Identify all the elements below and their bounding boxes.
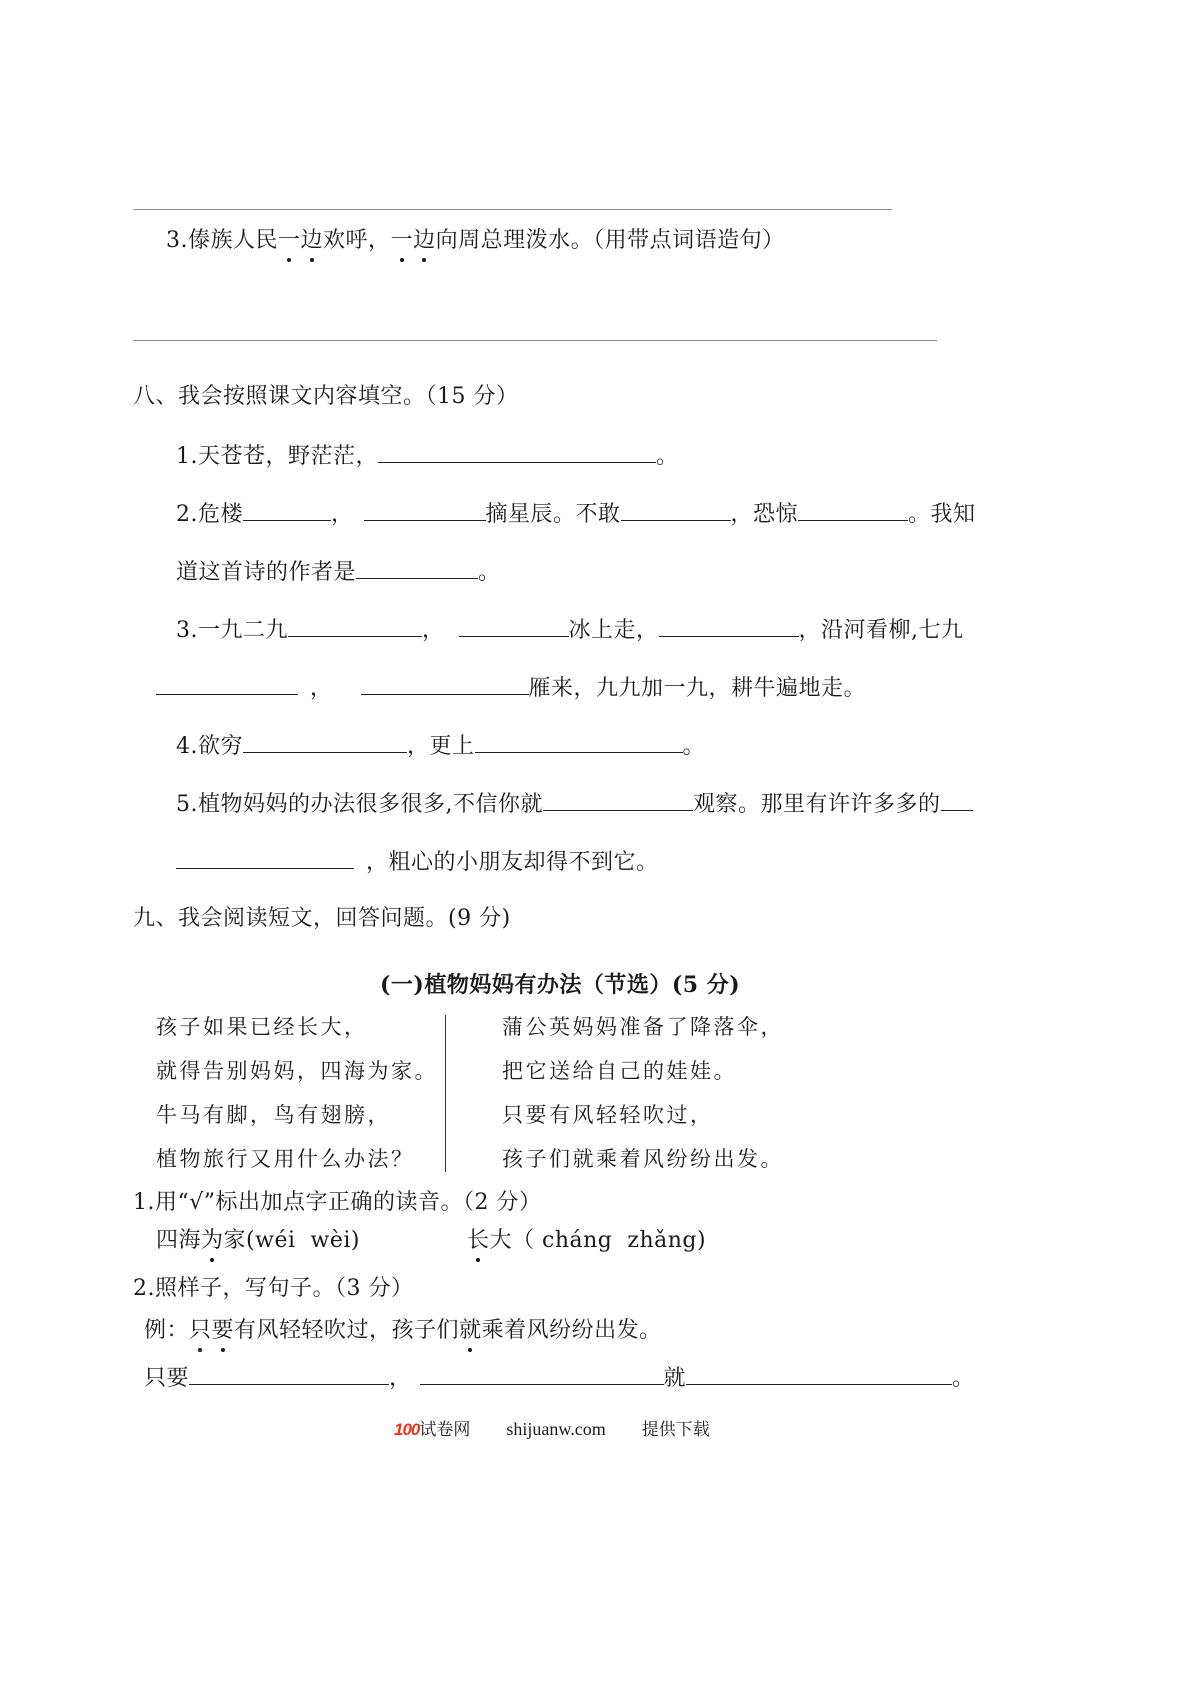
blank-field[interactable] (156, 672, 298, 695)
blank-field[interactable] (176, 846, 354, 869)
text: 。 (656, 444, 679, 469)
text: ，粗心的小朋友却得不到它。 (366, 850, 659, 875)
question-9-2: 2.照样子，写句子。（3 分） (133, 1276, 414, 1301)
blank-field[interactable] (621, 498, 731, 521)
text: 4.欲穷 (176, 734, 243, 759)
text: ，更上 (407, 734, 475, 759)
pinyin-option-2 (467, 1226, 706, 1256)
site-name: 试卷网 (419, 1420, 471, 1440)
text: ， (422, 618, 445, 643)
text: 雁来，九九加一九，耕牛遍地走。 (528, 676, 867, 701)
logo-icon: 100 (394, 1420, 420, 1439)
text: 5.植物妈妈的办法很多很多,不信你就 (176, 792, 543, 817)
blank-field[interactable] (686, 1362, 952, 1385)
dotted-char: 为 (201, 1226, 224, 1256)
blank-field[interactable] (543, 788, 693, 811)
dotted-char: 只 (189, 1316, 212, 1346)
dotted-char: 就 (459, 1316, 482, 1346)
question-9-1: 1.用“√”标出加点字正确的读音。（2 分） (133, 1190, 542, 1215)
poem-divider (445, 1015, 446, 1172)
text: 1.天苍苍，野茫茫， (176, 444, 378, 469)
dotted-char: 要 (212, 1316, 235, 1346)
text: 2.危楼 (176, 502, 243, 527)
dotted-char: 边 (413, 226, 436, 256)
poem-line: 只要有风轻轻吹过， (502, 1103, 714, 1127)
blank-field[interactable] (941, 788, 973, 811)
text: 观察。那里有许许多多的 (693, 792, 941, 817)
poem-line: 牛马有脚，鸟有翅膀， (156, 1103, 391, 1127)
text: ，沿河看柳,七九 (798, 618, 964, 643)
poem-line: 孩子如果已经长大， (156, 1015, 368, 1039)
blank-field[interactable] (798, 498, 908, 521)
text: 。 (478, 560, 501, 585)
blank-field[interactable] (243, 730, 407, 753)
text: 就 (663, 1366, 687, 1391)
text: 傣族人民 (188, 228, 279, 253)
poem-line: 孩子们就乘着风纷纷出发。 (502, 1147, 784, 1171)
text: 3.一九二九 (176, 618, 288, 643)
text: ， (310, 676, 333, 701)
poem-right-column (502, 1013, 784, 1189)
answer-line-top (133, 209, 892, 210)
example-sentence (144, 1316, 662, 1346)
fill-line-5 (156, 672, 866, 704)
fill-line-3 (176, 556, 501, 588)
text: ， (331, 502, 354, 527)
text: 四海 (156, 1228, 202, 1253)
blank-field[interactable] (189, 1362, 389, 1385)
provide-text: 提供下载 (641, 1420, 710, 1440)
poem-line: 把它送给自己的娃娃。 (502, 1059, 737, 1083)
blank-field[interactable] (364, 498, 486, 521)
site-domain[interactable]: shijuanw.com (506, 1419, 606, 1439)
blank-field[interactable] (288, 614, 422, 637)
blank-field[interactable] (459, 614, 569, 637)
poem-title: (一)植物妈妈有办法（节选）(5 分) (380, 972, 741, 998)
pinyin-option-1 (156, 1226, 360, 1256)
pinyin-choices[interactable]: 家(wéi wèi) (223, 1228, 360, 1253)
text: 乘着风纷纷出发。 (481, 1318, 662, 1343)
text: ， (389, 1366, 412, 1391)
blank-field[interactable] (356, 556, 478, 579)
dotted-char: 一 (391, 226, 414, 256)
text: 道这首诗的作者是 (176, 560, 357, 585)
text: 。我知 (908, 502, 976, 527)
text: 。 (952, 1366, 975, 1391)
section-9-heading: 九、我会阅读短文，回答问题。(9 分) (133, 906, 511, 931)
poem-line: 植物旅行又用什么办法？ (156, 1147, 415, 1171)
answer-line-q3 (133, 340, 937, 341)
dotted-char: 长 (467, 1226, 490, 1256)
blank-field[interactable] (659, 614, 799, 637)
text: ，恐惊 (730, 502, 799, 527)
text: 。 (682, 734, 706, 759)
question-7-3 (166, 226, 785, 256)
text: 例： (144, 1318, 190, 1343)
poem-left-column (156, 1013, 438, 1189)
text: 摘星辰。不敢 (485, 502, 621, 527)
dotted-char: 边 (301, 226, 324, 256)
text: 有风轻轻吹过，孩子们 (234, 1318, 460, 1343)
section-8-heading: 八、我会按照课文内容填空。（15 分） (133, 384, 519, 409)
blank-field[interactable] (361, 672, 529, 695)
pinyin-choices[interactable]: 大（ cháng zhǎng) (489, 1228, 707, 1253)
blank-field[interactable] (243, 498, 331, 521)
fill-line-8 (176, 846, 659, 878)
fill-line-6 (176, 730, 705, 762)
fill-line-7 (176, 788, 973, 820)
fill-line-1 (176, 440, 679, 472)
poem-line: 蒲公英妈妈准备了降落伞， (502, 1015, 784, 1039)
text: 冰上走， (568, 618, 659, 643)
answer-sentence (144, 1362, 975, 1394)
blank-field[interactable] (420, 1362, 664, 1385)
blank-field[interactable] (475, 730, 683, 753)
text: 向周总理泼水。（用带点词语造句） (435, 228, 785, 253)
fill-line-4 (176, 614, 964, 646)
footer (394, 1415, 710, 1440)
text: 欢呼， (323, 228, 391, 253)
blank-field[interactable] (378, 440, 656, 463)
fill-line-2 (176, 498, 976, 530)
poem-line: 就得告别妈妈，四海为家。 (156, 1059, 438, 1083)
question-number: 3. (166, 228, 188, 253)
dotted-char: 一 (278, 226, 301, 256)
text: 只要 (144, 1366, 190, 1391)
